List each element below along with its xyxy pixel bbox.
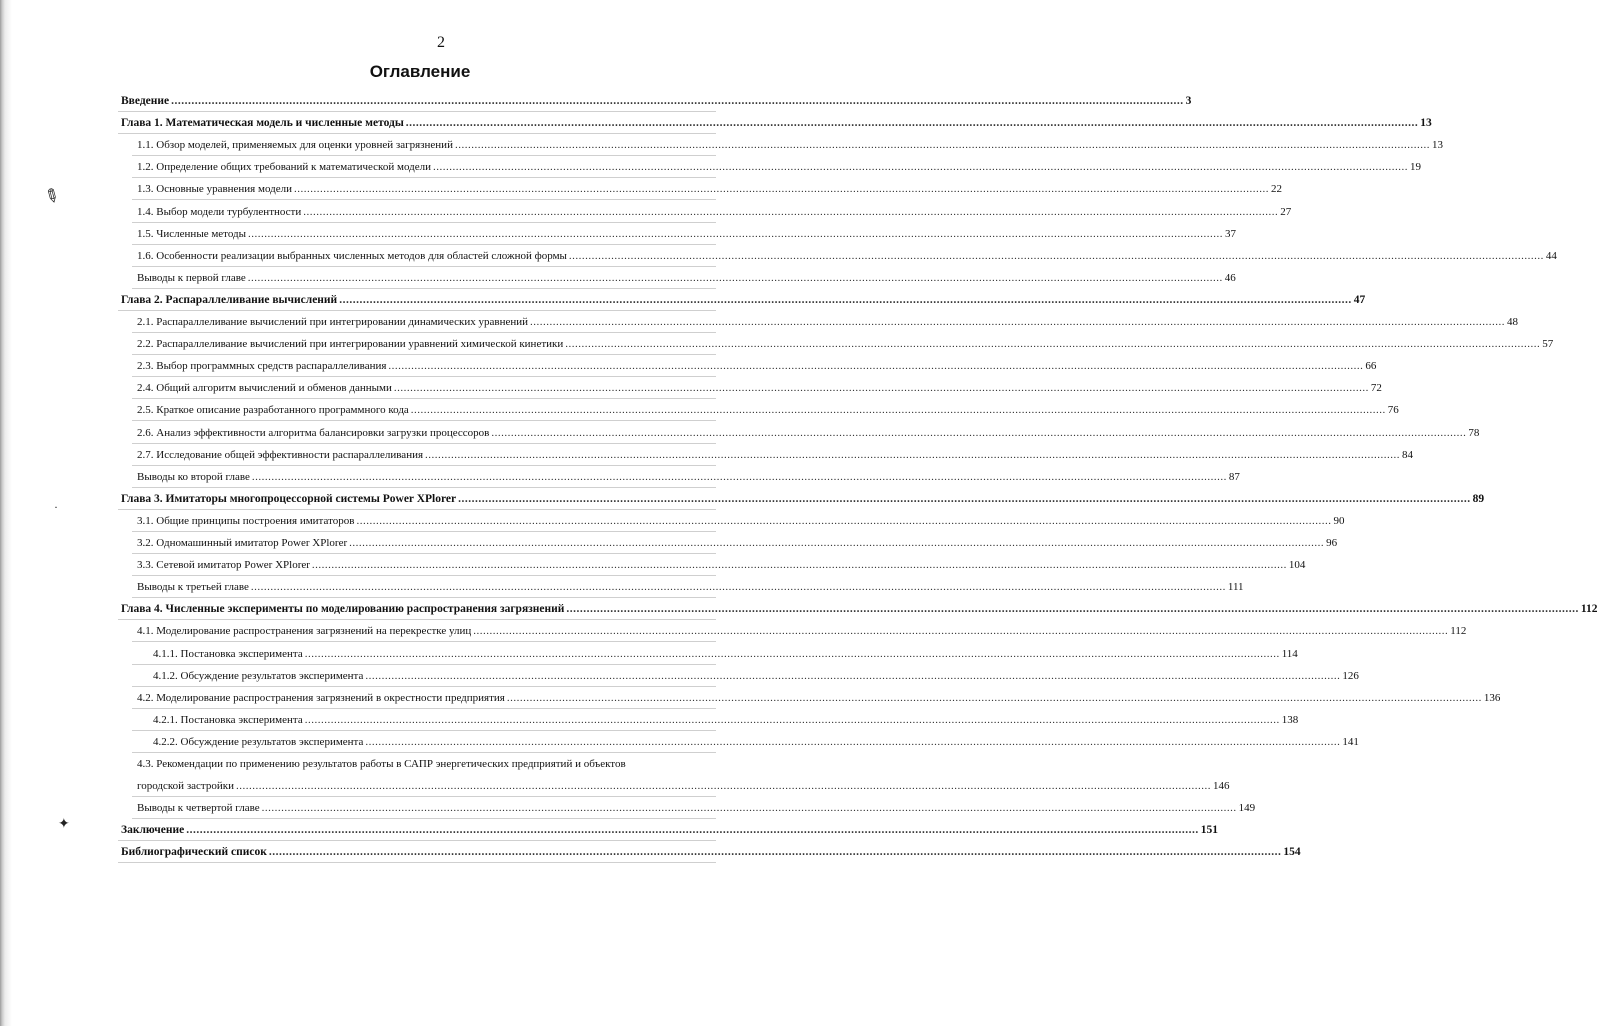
toc-entry-page: 19 [1409,161,1421,174]
toc-entry-label: городской застройки [137,780,234,792]
toc-entry-label: Библиографический список [121,846,267,859]
toc-entry-label: 4.2.1. Постановка эксперимента [153,713,303,726]
page-title: Оглавление [369,62,471,81]
toc-section-row[interactable] [137,470,1240,484]
toc-entry-label: 2.5. Краткое описание разработанного программного кода [137,404,409,417]
toc-row-divider [132,531,716,532]
toc-entry-label: Глава 2. Распараллеливание вычислений [121,293,338,306]
toc-dot-leader: ............................................................................................................................................................................................................................................................................................................ [393,382,1369,395]
toc-entry-label: 2.2. Распараллеливание вычислений при интегрировании уравнений химической кинетики [137,338,564,351]
toc-entry-page: 154 [1283,846,1301,859]
toc-section-row[interactable] [137,536,1338,550]
toc-row-divider [132,686,716,687]
toc-entry-page: 146 [1213,780,1230,792]
toc-row-divider [132,465,716,466]
toc-entry-label: 2.4. Общий алгоритм вычислений и обменов данными [137,382,392,395]
toc-dot-leader: ............................................................................................................................................................................................................................................................................................................ [365,735,1341,748]
toc-entry-page: 138 [1281,713,1299,726]
toc-row-divider [132,730,716,731]
toc-dot-leader: ............................................................................................................................................................................................................................................................................................................ [251,470,1227,483]
toc-section-row[interactable] [137,359,1377,373]
toc-dot-leader: ............................................................................................................................................................................................................................................................................................................ [506,691,1482,704]
toc-entry-page: 57 [1542,338,1554,351]
toc-entry-label: 3.3. Сетевой имитатор Power XPlorer [137,559,310,572]
toc-entry-label: 4.2. Моделирование распространения загрязнений в окрестности предприятия [137,691,505,704]
toc-section-row[interactable] [137,271,1236,285]
toc-row-divider [132,244,716,245]
toc-row-divider [132,354,716,355]
toc-entry-label: 3.2. Одномашинный имитатор Power XPlorer [137,537,348,549]
toc-entry-label: Глава 4. Численные эксперименты по моделированию распространения загрязнений [121,603,565,616]
toc-section-row[interactable] [137,426,1480,440]
toc-entry-page: 151 [1200,824,1218,837]
toc-dot-leader: ............................................................................................................................................................................................................................................................................................................ [250,581,1226,594]
toc-section-row[interactable] [153,713,1299,727]
toc-row-divider [132,376,716,377]
toc-dot-leader: ............................................................................................................................................................................................................................................................................................................ [294,183,1269,196]
toc-entry-label: 2.3. Выбор программных средств распараллеливания [137,360,387,373]
toc-entry-page: 87 [1228,470,1240,483]
toc-section-row[interactable] [137,205,1292,219]
toc-dot-leader: ............................................................................................................................................................................................................................................................................................................ [530,316,1506,328]
toc-dot-leader: ............................................................................................................................................................................................................................................................................................................ [454,139,1430,152]
toc-section-row[interactable] [137,403,1399,417]
toc-dot-leader: ............................................................................................................................................................................................................................................................................................................ [311,559,1287,572]
toc-entry-label: 2.6. Анализ эффективности алгоритма балансировки загрузки процессоров [137,426,490,439]
toc-entry-page: 44 [1545,249,1557,262]
toc-dot-leader: ............................................................................................................................................................................................................................................................................................................ [473,625,1449,638]
toc-entry-page: 37 [1225,227,1237,240]
toc-entry-label: Выводы ко второй главе [137,470,250,483]
scan-speck-icon: ✦ [58,817,70,832]
toc-row-divider [132,222,716,223]
toc-entry-label: 4.1.1. Постановка эксперимента [153,647,303,660]
toc-entry-label: Заключение [121,824,185,837]
toc-row-divider [132,818,716,819]
toc-dot-leader: ............................................................................................................................................................................................................................................................................................................ [566,603,1579,616]
toc-entry-label: 1.4. Выбор модели турбулентности [137,205,302,218]
toc-entry-page: 3 [1185,95,1192,107]
toc-row-divider [118,840,716,841]
toc-section-row[interactable] [137,448,1414,462]
toc-dot-leader: ............................................................................................................................................................................................................................................................................................................ [356,514,1332,527]
toc-section-row[interactable] [137,779,1230,793]
toc-row-divider [132,553,716,554]
toc-dot-leader: ............................................................................................................................................................................................................................................................................................................ [339,293,1352,306]
toc-entry-label: 3.1. Общие принципы построения имитаторов [137,514,355,527]
toc-row-divider [132,155,716,156]
toc-row-divider [118,509,716,510]
toc-entry-label: 1.5. Численные методы [137,227,247,240]
toc-row-divider [132,398,716,399]
toc-dot-leader: ............................................................................................................................................................................................................................................................................................................ [303,205,1279,218]
toc-row-divider [132,288,716,289]
toc-dot-leader: ............................................................................................................................................................................................................................................................................................................ [432,161,1408,174]
toc-dot-leader: ............................................................................................................................................................................................................................................................................................................ [458,492,1471,505]
toc-entry-label: 1.6. Особенности реализации выбранных численных методов для областей сложной формы [137,249,567,262]
toc-section-row[interactable] [137,227,1237,241]
toc-row-divider [132,752,716,753]
toc-section-row[interactable] [137,381,1382,395]
toc-dot-leader: ............................................................................................................................................................................................................................................................................................................ [365,669,1341,682]
toc-chapter-row[interactable] [121,94,1192,108]
toc-row-divider [132,332,716,333]
toc-entry-label: Выводы к третьей главе [137,581,249,594]
toc-entry-page: 104 [1288,559,1306,572]
toc-row-divider [118,111,716,112]
toc-entry-label: 1.1. Обзор моделей, применяемых для оценки уровней загрязнений [137,139,453,152]
toc-section-row[interactable] [137,558,1306,572]
toc-entry-label: Введение [121,95,170,107]
toc-chapter-row[interactable] [121,492,1485,506]
toc-row-divider [118,862,716,863]
toc-entry-page: 84 [1402,448,1414,461]
toc-row-divider [132,664,716,665]
toc-entry-page: 27 [1280,205,1292,218]
toc-row-divider [132,796,716,797]
toc-section-row[interactable] [137,801,1256,815]
toc-dot-leader: ............................................................................................................................................................................................................................................................................................................ [405,117,1419,130]
toc-section-row[interactable] [137,624,1467,638]
toc-entry-page: 22 [1271,183,1282,196]
toc-row-divider [118,133,716,134]
toc-entry-label: 4.3. Рекомендации по применению результатов работы в САПР энергетических предприятий и объектов [137,758,626,770]
toc-entry-page: 126 [1342,669,1359,682]
toc-row-divider [132,177,716,178]
toc-section-row[interactable] [137,691,1501,705]
toc-row-divider [132,597,716,598]
page-number: 2 [437,34,445,51]
toc-row-divider [132,487,716,488]
toc-chapter-row[interactable] [121,845,1301,859]
toc-dot-leader: ............................................................................................................................................................................................................................................................................................................ [186,824,1199,837]
toc-entry-page: 72 [1370,382,1382,395]
toc-entry-page: 112 [1580,603,1598,616]
toc-entry-page: 48 [1507,316,1519,328]
toc-entry-label: 4.1. Моделирование распространения загрязнений на перекрестке улиц [137,625,472,638]
toc-chapter-row[interactable] [121,116,1432,130]
scan-speck-icon: ✎ [40,183,64,209]
toc-section-row[interactable] [153,647,1298,661]
toc-section-row[interactable] [137,249,1557,263]
toc-entry-page: 47 [1353,293,1366,306]
toc-dot-leader: ............................................................................................................................................................................................................................................................................................................ [349,537,1325,549]
scan-speck-icon: · [54,500,58,514]
toc-dot-leader: ............................................................................................................................................................................................................................................................................................................ [410,404,1386,417]
toc-entry-label: 1.3. Основные уравнения модели [137,183,292,196]
toc-section-row[interactable] [137,514,1345,528]
toc-entry-label: Глава 3. Имитаторы многопроцессорной системы Power XPlorer [121,492,457,505]
toc-dot-leader: ............................................................................................................................................................................................................................................................................................................ [247,271,1223,284]
toc-section-row[interactable] [137,182,1282,196]
toc-entry-page: 46 [1224,271,1236,284]
toc-entry-page: 114 [1281,647,1298,660]
toc-dot-leader: ............................................................................................................................................................................................................................................................................................................ [304,713,1280,726]
toc-entry-page: 90 [1333,514,1345,527]
toc-chapter-row[interactable] [121,602,1598,616]
toc-section-row[interactable] [153,669,1359,683]
toc-dot-leader: ............................................................................................................................................................................................................................................................................................................ [565,338,1541,351]
toc-entry-page: 76 [1387,404,1399,417]
toc-row-divider [132,266,716,267]
toc-entry-label: 1.2. Определение общих требований к математической модели [137,161,431,174]
toc-entry-label: 4.2.2. Обсуждение результатов эксперимента [153,735,364,748]
toc-dot-leader: ............................................................................................................................................................................................................................................................................................................ [425,448,1401,461]
toc-section-row[interactable] [137,138,1443,152]
toc-section-row[interactable] [153,735,1359,749]
toc-entry-page: 13 [1420,117,1432,130]
toc-entry-page: 149 [1238,802,1256,815]
toc-dot-leader: ............................................................................................................................................................................................................................................................................................................ [248,227,1224,240]
toc-entry-page: 111 [1227,581,1244,594]
toc-row-divider [118,619,716,620]
toc-row-divider [132,641,716,642]
toc-dot-leader: ............................................................................................................................................................................................................................................................................................................ [171,95,1184,107]
toc-row-divider [132,420,716,421]
toc-dot-leader: ............................................................................................................................................................................................................................................................................................................ [388,360,1364,373]
toc-dot-leader: ............................................................................................................................................................................................................................................................................................................ [236,780,1211,792]
toc-chapter-row[interactable] [121,293,1366,307]
toc-dot-leader: ............................................................................................................................................................................................................................................................................................................ [491,426,1467,439]
toc-section-row[interactable] [137,580,1244,594]
toc-chapter-row[interactable] [121,823,1218,837]
toc-section-label-line [137,757,626,771]
toc-entry-label: 4.1.2. Обсуждение результатов эксперимента [153,669,364,682]
toc-entry-label: Глава 1. Математическая модель и численные методы [121,117,404,130]
toc-section-row[interactable] [137,337,1554,351]
toc-entry-page: 66 [1365,360,1377,373]
toc-row-divider [132,443,716,444]
toc-section-row[interactable] [137,315,1519,329]
toc-dot-leader: ............................................................................................................................................................................................................................................................................................................ [568,249,1544,262]
toc-entry-label: Выводы к первой главе [137,271,246,284]
toc-entry-page: 89 [1472,492,1485,505]
toc-dot-leader: ............................................................................................................................................................................................................................................................................................................ [268,846,1282,859]
toc-dot-leader: ............................................................................................................................................................................................................................................................................................................ [261,802,1237,815]
toc-entry-page: 96 [1326,537,1338,549]
toc-row-divider [118,310,716,311]
toc-entry-label: 2.7. Исследование общей эффективности распараллеливания [137,448,424,461]
toc-section-row[interactable] [137,160,1421,174]
toc-entry-label: Выводы к четвертой главе [137,802,260,815]
scan-edge-shadow [0,0,30,1026]
toc-entry-page: 13 [1431,139,1443,152]
toc-entry-label: 2.1. Распараллеливание вычислений при интегрировании динамических уравнений [137,316,529,328]
toc-dot-leader: ............................................................................................................................................................................................................................................................................................................ [304,647,1280,660]
toc-entry-page: 136 [1483,691,1501,704]
toc-row-divider [132,708,716,709]
toc-entry-page: 141 [1342,735,1359,748]
toc-entry-page: 112 [1450,625,1467,638]
toc-entry-page: 78 [1468,426,1480,439]
toc-row-divider [132,199,716,200]
toc-row-divider [132,575,716,576]
